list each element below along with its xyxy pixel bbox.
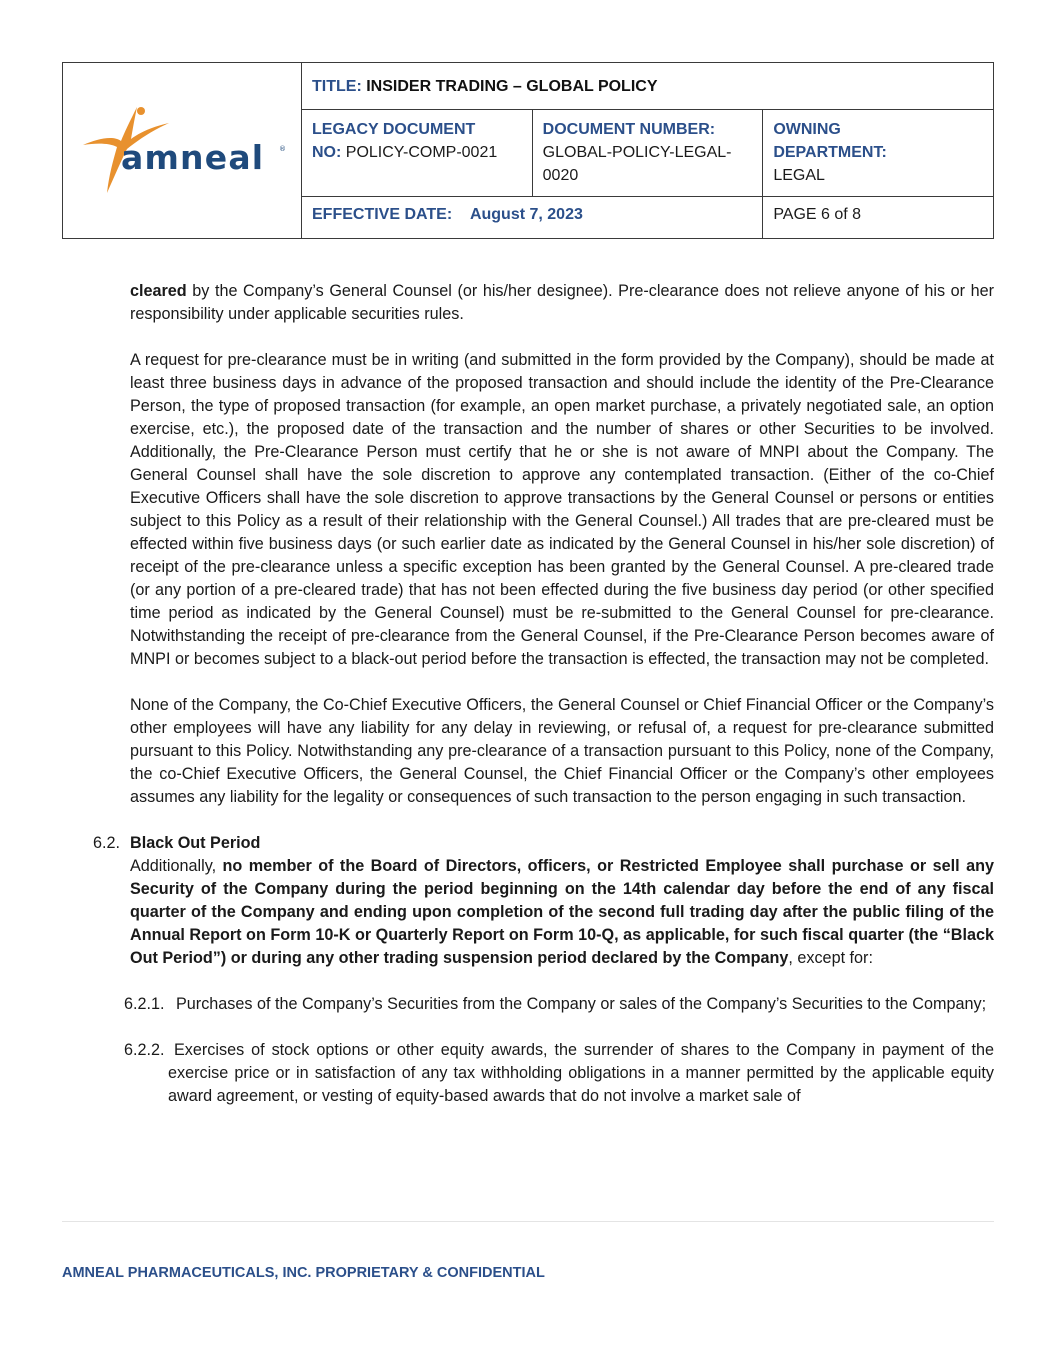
paragraph-liability: None of the Company, the Co-Chief Executive Officers, the General Counsel or Chief Financial Officer or the Company’s other employees will have any liability for any delay in reviewing, or refusal of, a request for pre-clearance submitted pursuant to this Policy. Notwithstanding any pre-clearance of a transaction pursuant to this Policy, none of the Company, the co-Chief Executive Officers, the General Counsel, the Chief Financial Officer or the Company’s other employees assumes any liability for the legality or consequences of such transaction to the person engaging in such transaction.: [130, 696, 994, 806]
logo-wordmark: amneal: [121, 138, 265, 177]
owning-department-value: LEGAL: [773, 167, 825, 184]
owning-label: OWNING: [773, 121, 841, 138]
paragraph-pre-clearance-continued: [130, 280, 994, 326]
section-intro: Additionally,: [130, 857, 223, 875]
page-number: PAGE 6 of 8: [773, 206, 862, 223]
section-text: [130, 855, 994, 970]
effective-date-value: August 7, 2023: [469, 206, 583, 223]
subsection-6-2-1: [124, 993, 994, 1016]
section-6-2: [93, 832, 994, 970]
legacy-label: LEGACY DOCUMENT: [312, 121, 476, 138]
department-label: DEPARTMENT:: [773, 144, 887, 161]
section-tail: , except for:: [788, 949, 873, 967]
subsection-number: 6.2.2.: [124, 1041, 165, 1059]
subsection-6-2-2: [124, 1039, 994, 1108]
legacy-value: POLICY-COMP-0021: [345, 144, 498, 161]
footer-divider: [62, 1221, 994, 1222]
document-number-cell: [532, 110, 763, 197]
figure-head-icon: [137, 107, 145, 115]
amneal-logo: [79, 105, 289, 195]
footer-confidential: AMNEAL PHARMACEUTICALS, INC. PROPRIETARY & CONFIDENTIAL: [62, 1265, 545, 1281]
legacy-no-label: NO:: [312, 144, 342, 161]
subsection-number: 6.2.1.: [124, 995, 165, 1013]
paragraph-text: by the Company’s General Counsel (or his/her designee). Pre-clearance does not relieve anyone of his or her responsibility under applicable securities rules.: [130, 282, 994, 323]
paragraph-pre-clearance-request: A request for pre-clearance must be in writing (and submitted in the form provided by the Company), should be made at least three business days in advance of the proposed transaction and should include the identity of the Pre-Clearance Person, the type of proposed transaction (for example, an open market purchase, a privately negotiated sale, an option exercise, etc.), the proposed date of the transaction and the number of shares or other Securities to be involved. Additionally, the Pre-Clearance Person must certify that he or she is not aware of MNPI about the Company. The General Counsel shall have the sole discretion to approve any contemplated transaction. (Either of the co-Chief Executive Officers shall have the sole discretion to approve transactions by the General Counsel or persons or entities subject to this Policy as a result of their relationship with the General Counsel.) All trades that are pre-cleared must be effected within five business days (or such earlier date as indicated by the General Counsel in his/her sole discretion) of receipt of the pre-clearance unless a specific exception has been granted by the General Counsel. A pre-cleared trade (or any portion of a pre-cleared trade) that has not been effected during the five business day period (or other specified time period as indicated by the General Counsel) must be re-submitted to the General Counsel for pre-clearance. Notwithstanding the receipt of pre-clearance from the General Counsel, if the Pre-Clearance Person becomes aware of MNPI or becomes subject to a black-out period before the transaction is effected, the transaction may not be completed.: [130, 351, 994, 668]
title-label: TITLE:: [312, 78, 362, 95]
subsection-text: Purchases of the Company’s Securities from the Company or sales of the Company’s Securities to the Company;: [176, 995, 987, 1013]
page-number-cell: [763, 197, 994, 239]
section-title: Black Out Period: [130, 834, 261, 852]
section-bold-text: no member of the Board of Directors, officers, or Restricted Employee shall purchase or sell any Security of the Company during the period beginning on the 14th calendar day before the end of any fiscal quarter of the Company and ending upon completion of the second full trading day after the public filing of the Annual Report on Form 10-K or Quarterly Report on Form 10-Q, as applicable, for such fiscal quarter (the “Black Out Period”) or during any other trading suspension period declared by the Company: [130, 857, 994, 967]
owning-department-cell: [763, 110, 994, 197]
legacy-doc-cell: [302, 110, 533, 197]
title-value: INSIDER TRADING – GLOBAL POLICY: [366, 78, 658, 95]
document-header-table: [62, 62, 994, 239]
registered-mark-icon: ®: [279, 145, 286, 153]
section-number: 6.2.: [93, 834, 121, 852]
document-number-label: DOCUMENT NUMBER:: [542, 121, 716, 138]
subsection-text: Exercises of stock options or other equity awards, the surrender of shares to the Company in payment of the exercise price or in satisfaction of any tax withholding obligations in a manner permitted by the applicable equity award agreement, or vesting of equity-based awards that do not involve a market sale of: [168, 1041, 994, 1105]
document-body: [93, 280, 994, 1131]
document-number-value: GLOBAL-POLICY-LEGAL-0020: [542, 144, 732, 184]
cleared-bold-text: cleared: [130, 282, 187, 300]
effective-date-cell: [302, 197, 763, 239]
title-cell: [302, 63, 994, 110]
logo-cell: [63, 63, 302, 239]
effective-date-label: EFFECTIVE DATE:: [312, 206, 453, 223]
